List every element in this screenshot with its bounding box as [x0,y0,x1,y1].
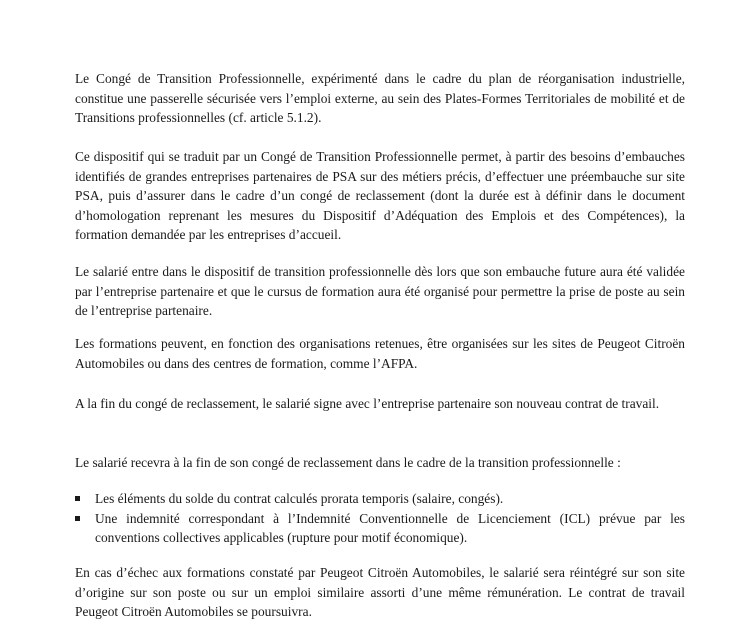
bullet-item-indemnite [75,509,685,548]
paragraph-dispositif: Ce dispositif qui se traduit par un Congé de Transition Professionnelle permet, à partir des besoins d’embauches identifiés de grandes entreprises partenaires de PSA sur des métiers précis, d’effectuer une préembauche sur site PSA, puis d’assurer dans le cadre d’un congé de reclassement (dont la durée est à définir dans le document d’homologation reprenant les mesures du Dispositif d’Adéquation des Emplois et des Compétences), la formation demandée par les entreprises d’accueil. [75,149,685,243]
bullet-text: Une indemnité correspondant à l’Indemnité Conventionnelle de Licenciement (ICL) prévue par les conventions collectives applicables (rupture pour motif économique). [95,510,685,546]
paragraph-salarie-recevra: Le salarié recevra à la fin de son congé de reclassement dans le cadre de la transition professionnelle : [75,455,621,470]
paragraph-conge-transition: Le Congé de Transition Professionnelle, expérimenté dans le cadre du plan de réorganisation industrielle, constitue une passerelle sécurisée vers l’emploi externe, au sein des Plates-Formes Territoriales de mobilité et de Transitions professionnelles (cf. article 5.1.2). [75,71,685,126]
bullet-text: Les éléments du solde du contrat calculés prorata temporis (salaire, congés). [95,491,504,506]
square-bullet-icon [75,496,80,501]
square-bullet-icon [75,516,80,521]
paragraph-fin-conge: A la fin du congé de reclassement, le salarié signe avec l’entreprise partenaire son nouveau contrat de travail. [75,396,660,411]
bullet-list [75,489,685,548]
paragraph-entree-dispositif: Le salarié entre dans le dispositif de transition professionnelle dès lors que son embauche future aura été validée par l’entreprise partenaire et que le cursus de formation aura été organisé pour permettre la prise de poste au sein de l’entreprise partenaire. [75,264,685,319]
bullet-item-solde [75,489,685,509]
paragraph-echec-formations: En cas d’échec aux formations constaté par Peugeot Citroën Automobiles, le salarié sera réintégré sur son site d’origine sur son poste ou sur un emploi similaire assorti d’une même rémunération. Le contrat de travail Peugeot Citroën Automobiles se poursuivra. [75,565,685,620]
paragraph-formations: Les formations peuvent, en fonction des organisations retenues, être organisées sur les sites de Peugeot Citroën Automobiles ou dans des centres de formation, comme l’AFPA. [75,336,685,371]
